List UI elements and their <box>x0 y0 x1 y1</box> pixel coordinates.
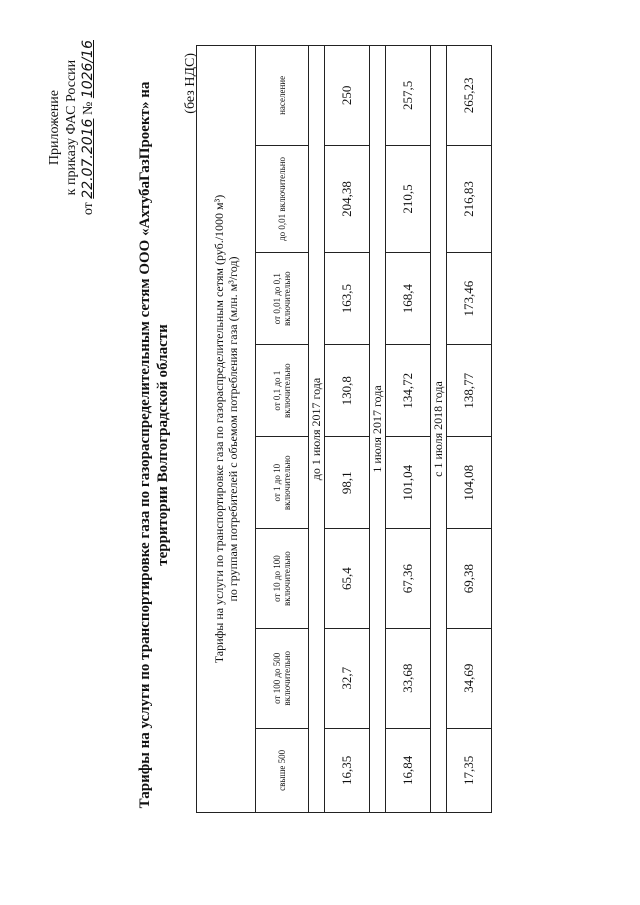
tariff-table <box>196 45 492 813</box>
period-label: 1 июля 2017 года <box>370 46 386 813</box>
header-line-2: по группам потребителей с объемом потребления газа (млн. м³/год) <box>226 256 240 602</box>
table-main-header <box>197 46 256 813</box>
table-cell: 69,38 <box>447 529 492 629</box>
table-cell: 32,7 <box>325 628 370 728</box>
title-line-2: территории Волгоградской области <box>155 324 171 566</box>
column-header: от 100 до 500 включительно <box>256 628 309 728</box>
table-cell: 138,77 <box>447 345 492 437</box>
table-cell: 104,08 <box>447 437 492 529</box>
table-row <box>447 46 492 813</box>
table-cell: 168,4 <box>386 253 431 345</box>
period-label: с 1 июля 2018 года <box>431 46 447 813</box>
table-cell: 210,5 <box>386 145 431 252</box>
column-header: до 0,01 включительно <box>256 145 309 252</box>
table-cell: 257,5 <box>386 46 431 146</box>
table-cell: 65,4 <box>325 529 370 629</box>
table-cell: 16,35 <box>325 728 370 812</box>
date-prefix: от <box>81 202 96 216</box>
appendix-block <box>46 40 97 215</box>
table-cell: 173,46 <box>447 253 492 345</box>
appendix-order-ref: к приказу ФАС России <box>64 59 79 196</box>
table-cell: 216,83 <box>447 145 492 252</box>
document-title <box>136 45 172 845</box>
table-cell: 204,38 <box>325 145 370 252</box>
title-line-1: Тарифы на услуги по транспортировке газа по газораспределительным сетям ООО «АхтубаГазПроект» на <box>137 81 153 809</box>
table-row <box>325 46 370 813</box>
period-row <box>370 46 386 813</box>
table-cell: 101,04 <box>386 437 431 529</box>
column-header: от 0,01 до 0,1 включительно <box>256 253 309 345</box>
table-cell: 163,5 <box>325 253 370 345</box>
vat-note: (без НДС) <box>183 53 198 114</box>
column-header-row <box>256 46 309 813</box>
number-prefix: № <box>81 101 96 116</box>
column-header: от 10 до 100 включительно <box>256 529 309 629</box>
table-cell: 250 <box>325 46 370 146</box>
column-header: население <box>256 46 309 146</box>
table-row <box>386 46 431 813</box>
column-header: от 0,1 до 1 включительно <box>256 345 309 437</box>
handwritten-date: 22.07.2016 <box>80 118 96 199</box>
table-cell: 67,36 <box>386 529 431 629</box>
column-header: от 1 до 10 включительно <box>256 437 309 529</box>
table-cell: 98,1 <box>325 437 370 529</box>
table-cell: 33,68 <box>386 628 431 728</box>
period-row <box>431 46 447 813</box>
table-cell: 34,69 <box>447 628 492 728</box>
header-line-1: Тарифы на услуги по транспортировке газа по газораспределительным сетям (руб./1000 м³) <box>212 194 226 664</box>
table-cell: 16,84 <box>386 728 431 812</box>
handwritten-number: 1026/16 <box>80 40 96 99</box>
table-cell: 17,35 <box>447 728 492 812</box>
appendix-date-line <box>80 40 97 215</box>
period-row <box>309 46 325 813</box>
table-cell: 265,23 <box>447 46 492 146</box>
column-header: свыше 500 <box>256 728 309 812</box>
period-label: до 1 июля 2017 года <box>309 46 325 813</box>
table-cell: 134,72 <box>386 345 431 437</box>
table-cell: 130,8 <box>325 345 370 437</box>
appendix-label: Приложение <box>47 90 62 166</box>
